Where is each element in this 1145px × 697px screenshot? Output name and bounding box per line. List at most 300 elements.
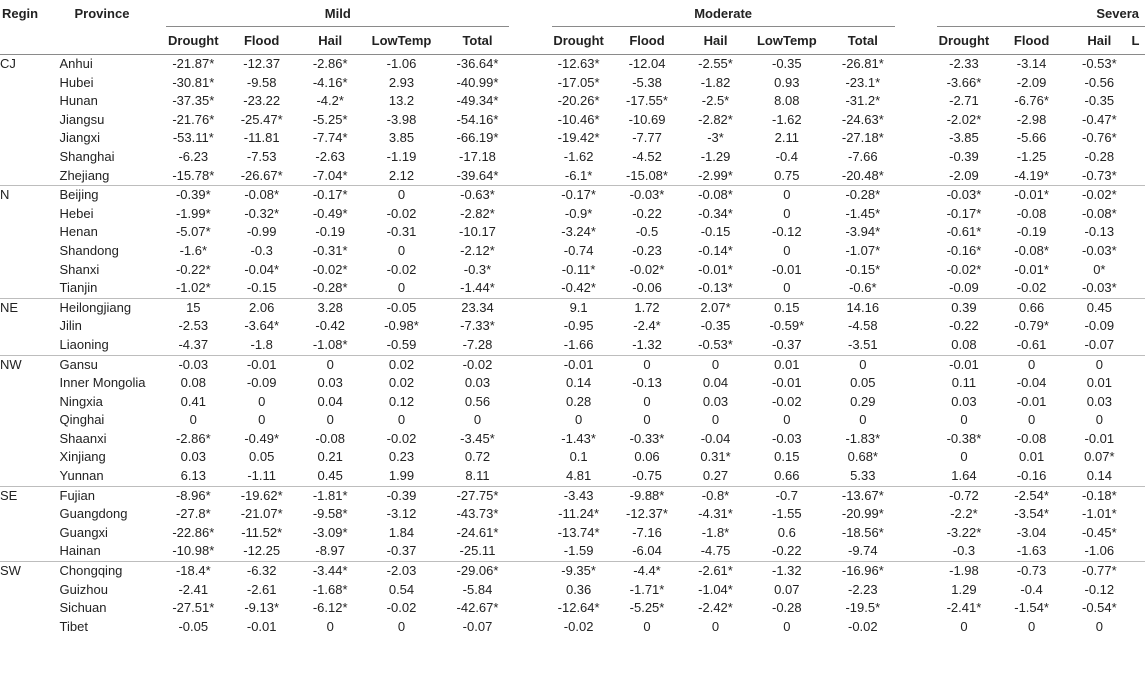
value-cell: -0.75: [606, 467, 689, 486]
spacer-cell: [509, 581, 551, 600]
value-cell: -0.37: [743, 336, 831, 355]
value-cell: -12.64*: [557, 600, 600, 616]
value-cell: -36.64*: [456, 56, 499, 71]
value-cell: -0.35: [772, 56, 802, 71]
spacer-cell: [1126, 167, 1145, 186]
value-cell: -0.02: [462, 356, 493, 372]
value-cell: 0.45: [303, 467, 357, 486]
spacer-cell: [1126, 505, 1145, 524]
value-cell: -0.08*: [1014, 242, 1049, 258]
value-cell: -7.16: [632, 524, 662, 540]
value-cell: 0: [326, 618, 334, 634]
value-cell: -1.8: [220, 336, 303, 355]
province-cell: Hainan: [57, 542, 167, 561]
value-cell: -1.68*: [312, 581, 348, 597]
value-cell: 0.03: [951, 393, 977, 409]
province-cell: Fujian: [59, 487, 95, 503]
value-cell: -2.86*: [175, 430, 211, 446]
value-cell: -6.12*: [312, 600, 348, 616]
value-cell: -3.85: [949, 130, 979, 146]
value-cell: 0.05: [850, 375, 876, 391]
value-cell: 0: [783, 242, 791, 258]
value-cell: -0.13: [1084, 224, 1115, 240]
subheader-moderate-drought: Drought: [552, 27, 606, 55]
spacer-cell: [895, 393, 937, 412]
spacer-cell: [509, 205, 551, 224]
value-cell: 0: [960, 618, 968, 634]
spacer-cell: [895, 298, 937, 317]
value-cell: 0.36: [565, 581, 592, 597]
value-cell: 0.54: [388, 581, 415, 597]
value-cell: -3.43: [563, 487, 594, 503]
region-cell: [0, 148, 57, 167]
table-row: [0, 205, 1145, 224]
value-cell: -0.28: [772, 600, 802, 616]
value-cell: -1.32: [772, 563, 802, 579]
value-cell: -12.37*: [626, 506, 668, 522]
value-cell: -0.01: [1016, 393, 1047, 409]
province-cell: Heilongjiang: [59, 299, 132, 315]
value-cell: 0: [397, 618, 406, 634]
value-cell: -0.06: [606, 279, 689, 298]
spacer-cell: [509, 486, 551, 505]
region-cell: [0, 374, 57, 393]
value-cell: -0.18*: [1081, 487, 1117, 503]
value-cell: -0.01*: [1014, 187, 1049, 203]
value-cell: -0.09: [937, 279, 991, 298]
value-cell: -21.87*: [172, 56, 215, 71]
region-cell: CJ: [0, 56, 16, 71]
spacer-cell: [895, 467, 937, 486]
spacer-cell: [1126, 261, 1145, 280]
province-cell: Jiangsu: [59, 111, 105, 127]
value-cell: -1.04*: [698, 581, 733, 597]
region-cell: [0, 92, 57, 111]
value-cell: -3.14: [1016, 56, 1047, 71]
spacer-cell: [509, 111, 551, 130]
value-cell: 0.02: [388, 356, 415, 372]
value-cell: -0.28*: [845, 187, 881, 203]
value-cell: -0.42: [315, 318, 345, 334]
value-cell: -9.58*: [312, 506, 348, 522]
value-cell: -0.31*: [312, 242, 348, 258]
spacer-cell: [1126, 74, 1145, 93]
value-cell: 0.11: [951, 375, 977, 391]
value-cell: -0.11*: [561, 261, 596, 277]
value-cell: -0.01: [1084, 430, 1115, 446]
province-cell: Henan: [59, 224, 98, 240]
value-cell: -12.04: [628, 56, 666, 71]
value-cell: -6.32: [246, 563, 277, 579]
value-cell: -0.01: [772, 375, 802, 391]
value-cell: -15.78*: [166, 167, 220, 186]
region-cell: [0, 430, 57, 449]
value-cell: -0.02*: [946, 261, 982, 277]
value-cell: -1.45*: [845, 205, 881, 221]
group-header-moderate: Moderate: [552, 0, 895, 27]
table-row: [0, 186, 1145, 205]
province-cell: Gansu: [59, 356, 98, 372]
value-cell: 0: [1095, 618, 1103, 634]
value-cell: -17.05*: [557, 74, 600, 90]
value-cell: -0.14*: [698, 242, 733, 258]
value-cell: -1.66: [552, 336, 606, 355]
value-cell: -0.6*: [831, 279, 895, 298]
value-cell: -7.77: [632, 130, 662, 146]
value-cell: -15.08*: [606, 167, 689, 186]
value-cell: 0: [960, 412, 968, 428]
value-cell: -0.38*: [946, 430, 982, 446]
value-cell: 0: [189, 412, 197, 428]
value-cell: -0.42*: [552, 279, 606, 298]
value-cell: -5.38: [632, 74, 662, 90]
value-cell: -1.19: [386, 148, 417, 164]
value-cell: -2.82*: [460, 205, 495, 221]
table-row: [0, 223, 1145, 242]
spacer-cell: [895, 542, 937, 561]
value-cell: 0: [397, 242, 406, 258]
table-row: [0, 129, 1145, 148]
value-cell: -0.08*: [244, 187, 280, 203]
region-cell: [0, 74, 57, 93]
value-cell: -0.49*: [312, 205, 348, 221]
value-cell: -4.37: [166, 336, 220, 355]
value-cell: -19.42*: [557, 130, 600, 146]
value-cell: 0.6: [777, 524, 796, 540]
value-cell: -1.98: [949, 563, 979, 579]
value-cell: 0: [326, 412, 334, 428]
spacer-cell: [1126, 298, 1145, 317]
spacer-cell: [895, 261, 937, 280]
value-cell: -0.22: [632, 205, 662, 221]
table-row: [0, 618, 1145, 637]
value-cell: 0: [357, 279, 445, 298]
value-cell: -0.15: [220, 279, 303, 298]
spacer-cell: [895, 355, 937, 374]
spacer-cell: [509, 542, 551, 561]
value-cell: 0: [711, 356, 720, 372]
province-cell: Shanghai: [59, 148, 115, 164]
value-cell: -0.22*: [175, 261, 211, 277]
value-cell: -2.12*: [460, 242, 495, 258]
spacer-cell: [1126, 524, 1145, 543]
spacer-cell: [509, 223, 551, 242]
value-cell: -2.98: [1016, 111, 1047, 127]
region-cell: [0, 129, 57, 148]
region-header: Regin: [2, 5, 39, 21]
value-cell: -9.74: [831, 542, 895, 561]
region-cell: N: [0, 187, 10, 203]
value-cell: -0.03: [772, 430, 802, 446]
region-cell: [0, 111, 57, 130]
value-cell: -0.63*: [460, 187, 495, 203]
value-cell: 1.99: [357, 467, 445, 486]
value-cell: -0.77*: [1081, 563, 1117, 579]
spacer-cell: [895, 92, 937, 111]
spacer-cell: [895, 279, 937, 298]
value-cell: -1.29: [700, 148, 731, 164]
spacer-cell: [1126, 242, 1145, 261]
value-cell: -10.69: [628, 111, 666, 127]
subheader-mild-lowtemp: LowTemp: [357, 27, 445, 55]
spacer-cell: [1126, 430, 1145, 449]
value-cell: -3*: [707, 130, 724, 146]
spacer-cell: [509, 374, 551, 393]
value-cell: -10.46*: [557, 111, 600, 127]
region-cell: [0, 524, 57, 543]
subheader-mild-hail: Hail: [303, 27, 357, 55]
table-row: [0, 111, 1145, 130]
value-cell: 2.93: [388, 74, 415, 90]
value-cell: -5.25*: [312, 111, 348, 127]
value-cell: -0.01*: [698, 261, 733, 277]
province-cell: Zhejiang: [57, 167, 167, 186]
value-cell: -2.02*: [946, 111, 982, 127]
value-cell: 0.07*: [1084, 449, 1115, 465]
value-cell: 0.03: [317, 375, 343, 391]
region-cell: NW: [0, 356, 22, 372]
value-cell: -3.66*: [946, 74, 982, 90]
subheader-mild-flood: Flood: [220, 27, 303, 55]
value-cell: 0.68*: [847, 449, 878, 465]
value-cell: 0.75: [743, 167, 831, 186]
spacer-cell: [1126, 129, 1145, 148]
value-cell: -53.11*: [172, 130, 214, 146]
value-cell: 0.1: [569, 449, 588, 465]
table-row: [0, 581, 1145, 600]
spacer-cell: [895, 562, 937, 581]
value-cell: -9.58: [246, 74, 277, 90]
value-cell: -29.06*: [456, 563, 499, 579]
value-cell: -4.2*: [316, 93, 344, 109]
spacer-cell: [509, 55, 551, 74]
value-cell: -2.33: [949, 56, 979, 71]
value-cell: 0: [643, 618, 651, 634]
value-cell: -2.55*: [698, 56, 733, 71]
value-cell: -1.08*: [303, 336, 357, 355]
spacer-cell: [895, 223, 937, 242]
value-cell: -25.11: [446, 542, 510, 561]
table-row: [0, 467, 1145, 486]
value-cell: -0.01*: [1014, 261, 1049, 277]
spacer-cell: [509, 74, 551, 93]
value-cell: 0.07: [774, 581, 800, 597]
spacer-cell: [1126, 581, 1145, 600]
value-cell: -3.64*: [244, 318, 280, 334]
region-cell: [0, 618, 57, 637]
value-cell: -1.44*: [446, 279, 510, 298]
value-cell: 0.01: [1018, 449, 1045, 465]
spacer-cell: [895, 74, 937, 93]
value-cell: 0.39: [951, 299, 977, 315]
value-cell: -6.76*: [1014, 93, 1049, 109]
value-cell: 0: [258, 393, 266, 409]
table-row: [0, 562, 1145, 581]
value-cell: -0.59*: [769, 318, 805, 334]
value-cell: -3.98: [386, 111, 417, 127]
value-cell: -0.13: [632, 375, 662, 391]
spacer-cell: [509, 186, 551, 205]
value-cell: -0.15*: [845, 261, 881, 277]
value-cell: -7.04*: [303, 167, 357, 186]
value-cell: -1.25: [1016, 148, 1047, 164]
spacer-cell: [895, 205, 937, 224]
value-cell: 2.11: [774, 130, 799, 146]
value-cell: -20.48*: [831, 167, 895, 186]
spacer-cell: [1126, 618, 1145, 637]
value-cell: 0.12: [388, 393, 415, 409]
value-cell: 0: [258, 412, 266, 428]
value-cell: -4.19*: [991, 167, 1072, 186]
value-cell: -0.61*: [946, 224, 982, 240]
spacer-cell: [509, 129, 551, 148]
value-cell: 0: [1095, 356, 1103, 372]
value-cell: -0.02*: [312, 261, 348, 277]
value-cell: 0.08: [937, 336, 991, 355]
subheader-severe-hail: Hail: [1072, 27, 1126, 55]
value-cell: -30.81*: [172, 74, 215, 90]
value-cell: -0.28*: [303, 279, 357, 298]
value-cell: -26.67*: [220, 167, 303, 186]
value-cell: -0.8*: [701, 487, 730, 503]
value-cell: -4.31*: [698, 506, 733, 522]
value-cell: 0: [859, 412, 867, 428]
spacer-cell: [509, 411, 551, 430]
spacer-cell: [895, 148, 937, 167]
subheader-mild-total: Total: [446, 27, 510, 55]
value-cell: -40.99*: [456, 74, 499, 90]
value-cell: 0: [783, 187, 791, 203]
spacer-cell: [1126, 374, 1145, 393]
region-cell: [0, 336, 57, 355]
spacer-cell: [895, 374, 937, 393]
value-cell: -0.02: [386, 430, 417, 446]
value-cell: 0.05: [249, 449, 275, 465]
value-cell: -21.76*: [172, 111, 215, 127]
value-cell: -0.17*: [946, 205, 982, 221]
value-cell: -0.28: [1084, 148, 1115, 164]
province-cell: Tianjin: [57, 279, 167, 298]
region-cell: [0, 223, 57, 242]
value-cell: -0.22: [743, 542, 831, 561]
value-cell: -1.62: [563, 148, 594, 164]
value-cell: -4.75: [688, 542, 742, 561]
spacer-cell: [509, 92, 551, 111]
value-cell: 6.13: [166, 467, 220, 486]
value-cell: 3.28: [317, 299, 343, 315]
value-cell: -0.02: [991, 279, 1072, 298]
province-cell: Sichuan: [59, 600, 107, 616]
value-cell: -0.03*: [946, 187, 982, 203]
value-cell: -11.81: [243, 130, 280, 146]
spacer-cell: [895, 129, 937, 148]
value-cell: -0.02: [848, 618, 878, 634]
value-cell: 0.08: [180, 375, 206, 391]
spacer-cell: [895, 524, 937, 543]
region-cell: NE: [0, 299, 19, 315]
value-cell: 0: [783, 618, 791, 634]
value-cell: -2.03: [386, 563, 417, 579]
value-cell: -1.43*: [561, 430, 596, 446]
value-cell: -19.5*: [845, 600, 881, 616]
table-row: [0, 524, 1145, 543]
value-cell: 0.15: [774, 299, 800, 315]
spacer-cell: [1126, 448, 1145, 467]
value-cell: -1.8*: [701, 524, 730, 540]
value-cell: -0.19: [315, 224, 345, 240]
value-cell: 0: [783, 205, 791, 221]
value-cell: -27.51*: [172, 600, 215, 616]
value-cell: 13.2: [388, 93, 415, 109]
table-row: [0, 374, 1145, 393]
value-cell: -0.02: [563, 618, 594, 634]
value-cell: -16.96*: [841, 563, 884, 579]
value-cell: -7.66: [848, 148, 878, 164]
spacer-cell: [1126, 599, 1145, 618]
value-cell: -0.12: [772, 224, 802, 240]
value-cell: -0.56: [1084, 74, 1115, 90]
table-row: [0, 74, 1145, 93]
province-cell: Guizhou: [59, 581, 108, 597]
value-cell: -1.6*: [179, 242, 208, 258]
value-cell: -12.25: [220, 542, 303, 561]
spacer-cell: [509, 393, 551, 412]
value-cell: -0.73: [1016, 563, 1047, 579]
value-cell: -2.61: [246, 581, 277, 597]
province-cell: Jiangxi: [59, 130, 100, 146]
value-cell: -27.18*: [841, 130, 884, 146]
province-cell: Yunnan: [57, 467, 167, 486]
spacer-cell: [895, 186, 937, 205]
spacer-cell: [509, 167, 551, 186]
value-cell: 0*: [1093, 261, 1106, 277]
value-cell: 8.11: [446, 467, 510, 486]
value-cell: -4.4*: [633, 563, 661, 579]
value-cell: -11.52*: [241, 524, 283, 540]
spacer-cell: [509, 261, 551, 280]
value-cell: -0.07: [462, 618, 493, 634]
value-cell: -13.67*: [841, 487, 884, 503]
spacer-cell: [895, 317, 937, 336]
value-cell: -2.4*: [633, 318, 661, 334]
value-cell: 1.29: [951, 581, 977, 597]
value-cell: 0: [1027, 412, 1036, 428]
value-cell: -5.84: [462, 581, 493, 597]
value-cell: -4.16*: [312, 74, 348, 90]
value-cell: 0: [473, 412, 482, 428]
spacer-cell: [1126, 336, 1145, 355]
value-cell: -0.12: [1084, 581, 1115, 597]
table-row: [0, 336, 1145, 355]
value-cell: -7.28: [446, 336, 510, 355]
value-cell: -1.55: [772, 506, 802, 522]
value-cell: 0: [643, 393, 651, 409]
value-cell: 0: [711, 412, 720, 428]
value-cell: -0.76*: [1081, 130, 1117, 146]
value-cell: -1.06: [386, 56, 417, 71]
table-row: [0, 242, 1145, 261]
province-cell: Qinghai: [59, 412, 105, 428]
value-cell: -2.82*: [698, 111, 733, 127]
region-cell: [0, 205, 57, 224]
value-cell: 0.66: [1018, 299, 1045, 315]
region-cell: [0, 261, 57, 280]
table-row: [0, 599, 1145, 618]
region-cell: [0, 581, 57, 600]
province-cell: Guangdong: [59, 506, 128, 522]
value-cell: -3.24*: [561, 224, 596, 240]
subheader-moderate-total: Total: [831, 27, 895, 55]
